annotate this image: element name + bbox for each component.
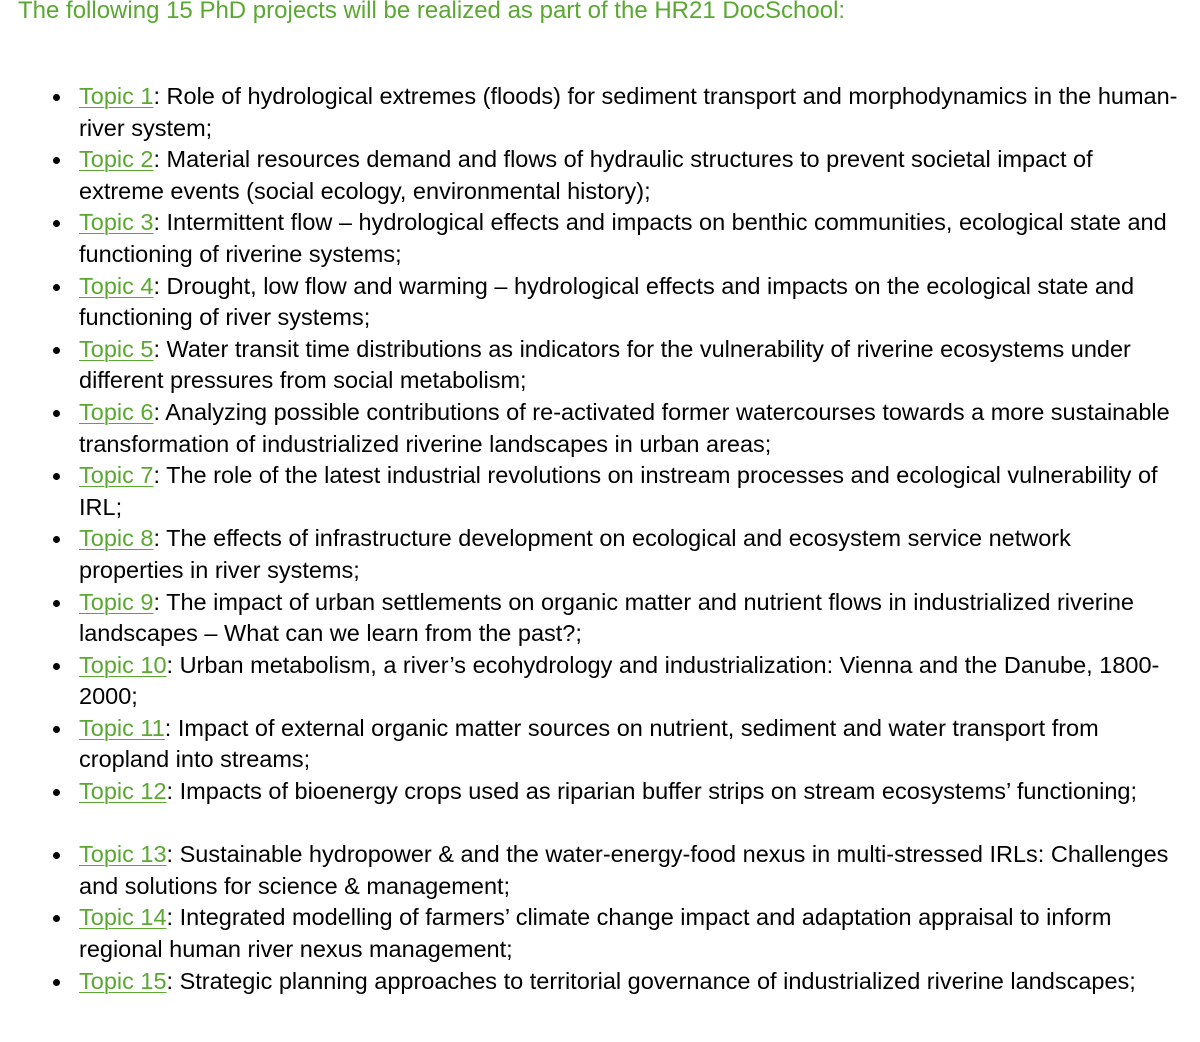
topic-item-11 — [0, 713, 1180, 776]
topic-item-3 — [0, 207, 1180, 270]
topic-item-15 — [0, 966, 1180, 1029]
bullet-icon — [53, 473, 60, 480]
topic-2-description: : Material resources demand and flows of hydraulic structures to prevent societal impact of extreme events (social ecology, environmental history); — [79, 146, 1093, 204]
topic-9-description: : The impact of urban settlements on organic matter and nutrient flows in industrialized riverine landscapes – What can we learn from the past?; — [79, 588, 1134, 647]
topic-12-link[interactable]: Topic 12 — [79, 778, 167, 805]
topic-8-link[interactable]: Topic 8 — [79, 525, 154, 552]
topic-13-description: : Sustainable hydropower & and the water-energy-food nexus in multi-stressed IRLs: Challenges and solutions for science & management; — [79, 841, 1169, 899]
topic-15-link[interactable]: Topic 15 — [79, 967, 167, 994]
topic-item-9 — [0, 587, 1180, 650]
bullet-icon — [53, 536, 60, 543]
topic-2-link[interactable]: Topic 2 — [79, 146, 154, 173]
topic-item-13 — [0, 839, 1180, 902]
bullet-icon — [53, 852, 60, 859]
topic-item-2 — [0, 144, 1180, 207]
topic-13-link[interactable]: Topic 13 — [79, 841, 167, 868]
topic-item-14 — [0, 902, 1180, 965]
topic-15-description: : Strategic planning approaches to territorial governance of industrialized riverine landscapes; — [166, 967, 1136, 994]
topic-10-description: : Urban metabolism, a river’s ecohydrology and industrialization: Vienna and the Danube, 1800-2000; — [79, 651, 1160, 710]
topic-4-description: : Drought, low flow and warming – hydrological effects and impacts on the ecological state and functioning of river systems; — [79, 272, 1135, 331]
bullet-icon — [53, 979, 60, 986]
topic-item-1 — [0, 81, 1180, 144]
topic-7-description: : The role of the latest industrial revolutions on instream processes and ecological vulnerability of IRL; — [79, 462, 1158, 520]
topic-6-description: : Analyzing possible contributions of re-activated former watercourses towards a more sustainable transformation of industrialized riverine landscapes in urban areas; — [79, 398, 1170, 457]
bullet-icon — [53, 915, 60, 922]
topic-6-link[interactable]: Topic 6 — [79, 398, 154, 425]
topic-7-link[interactable]: Topic 7 — [79, 462, 154, 489]
topic-item-7 — [0, 460, 1180, 523]
topic-5-link[interactable]: Topic 5 — [79, 335, 154, 362]
topic-8-description: : The effects of infrastructure development on ecological and ecosystem service network properties in river systems; — [79, 525, 1071, 583]
bullet-icon — [53, 220, 60, 227]
topic-item-10 — [0, 650, 1180, 713]
topic-item-4 — [0, 271, 1180, 334]
topic-4-link[interactable]: Topic 4 — [79, 272, 154, 299]
bullet-icon — [53, 726, 60, 733]
topic-item-8 — [0, 523, 1180, 586]
bullet-icon — [53, 410, 60, 417]
topic-9-link[interactable]: Topic 9 — [79, 588, 154, 615]
topic-3-link[interactable]: Topic 3 — [79, 209, 154, 236]
topic-11-link[interactable]: Topic 11 — [79, 714, 165, 741]
topic-14-link[interactable]: Topic 14 — [79, 904, 167, 931]
topic-1-link[interactable]: Topic 1 — [79, 83, 154, 109]
topic-14-description: : Integrated modelling of farmers’ climate change impact and adaptation appraisal to inform regional human river nexus management; — [79, 904, 1112, 963]
topic-3-description: : Intermittent flow – hydrological effects and impacts on benthic communities, ecological state and functioning of riverine systems; — [79, 209, 1167, 267]
bullet-icon — [53, 94, 60, 101]
topic-10-link[interactable]: Topic 10 — [79, 651, 167, 678]
bullet-icon — [53, 347, 60, 354]
topic-item-5 — [0, 334, 1180, 397]
topic-12-description: : Impacts of bioenergy crops used as riparian buffer strips on stream ecosystems’ functioning; — [166, 778, 1138, 805]
topic-list — [0, 81, 1180, 1029]
topic-item-6 — [0, 397, 1180, 460]
intro-heading: The following 15 PhD projects will be realized as part of the HR21 DocSchool: — [18, 0, 846, 24]
topic-11-description: : Impact of external organic matter sources on nutrient, sediment and water transport from cropland into streams; — [79, 714, 1099, 773]
topic-5-description: : Water transit time distributions as indicators for the vulnerability of riverine ecosystems under different pressures from social metabolism; — [79, 335, 1131, 394]
bullet-icon — [53, 157, 60, 164]
bullet-icon — [53, 663, 60, 670]
bullet-icon — [53, 789, 60, 796]
topic-item-12 — [0, 776, 1180, 839]
bullet-icon — [53, 600, 60, 607]
topic-1-description: : Role of hydrological extremes (floods) for sediment transport and morphodynamics in the human-river system; — [79, 83, 1178, 141]
bullet-icon — [53, 284, 60, 291]
